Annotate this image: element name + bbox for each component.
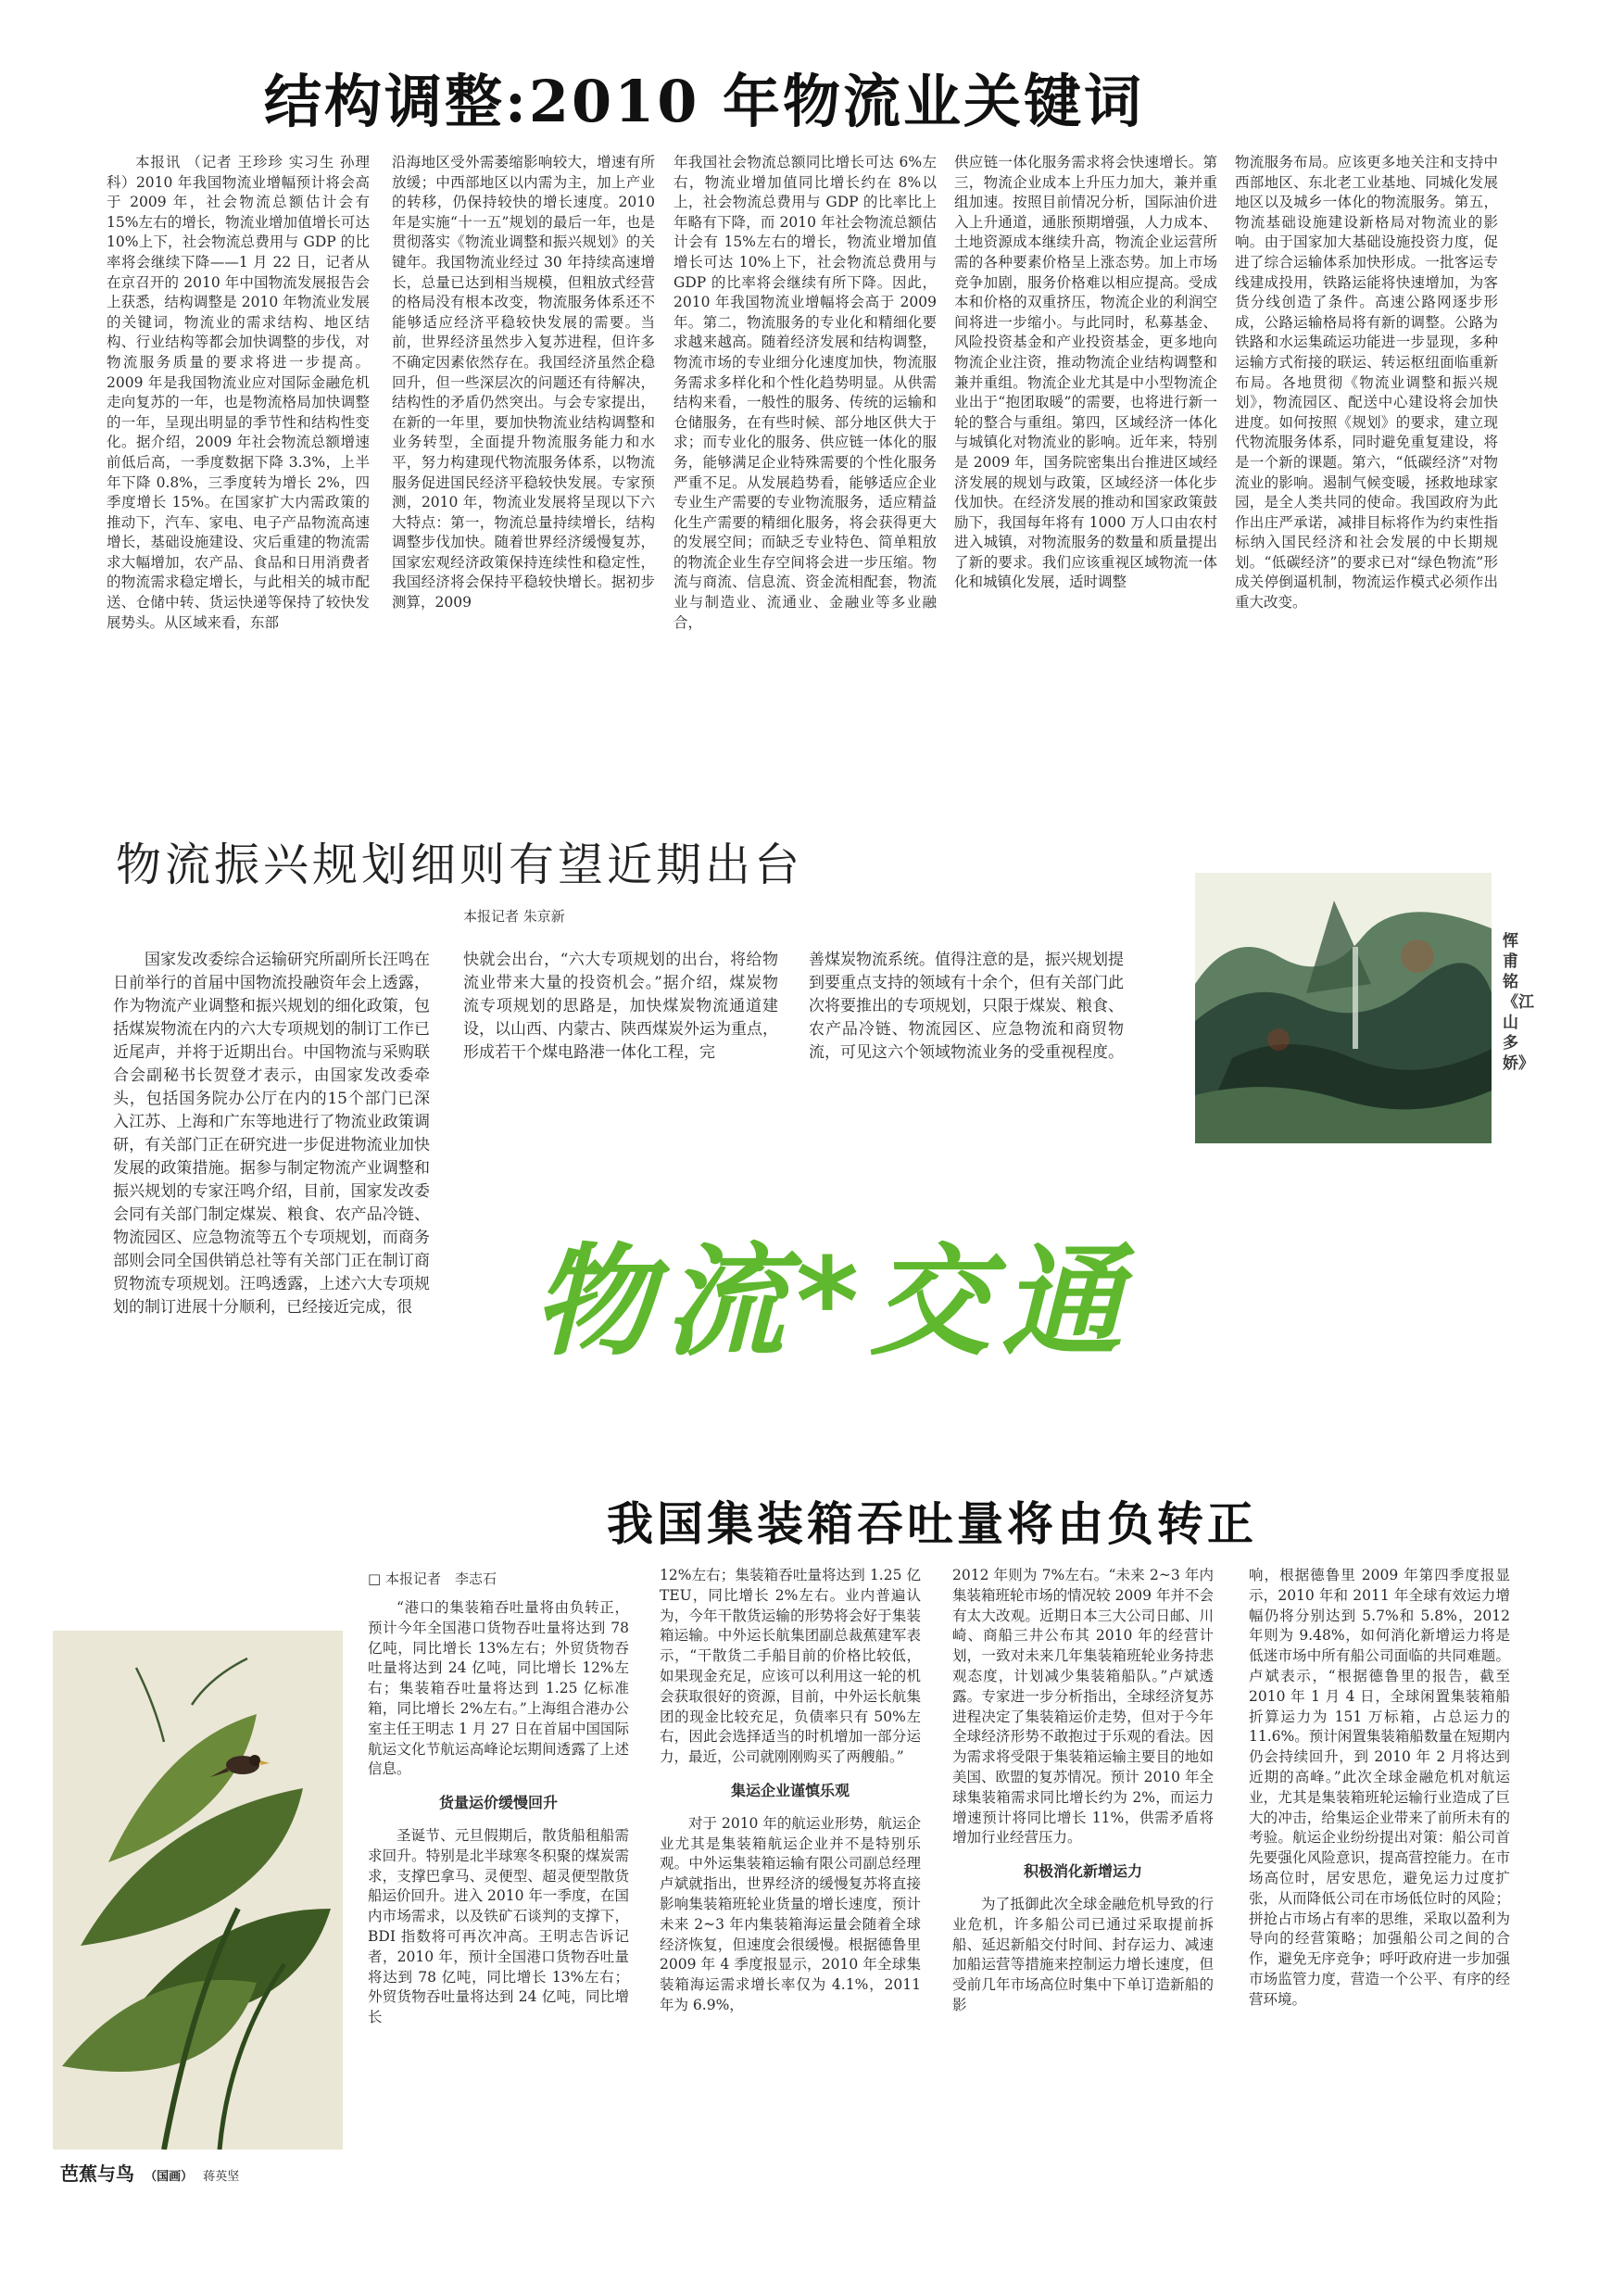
article3-col4: [1249, 1566, 1510, 2238]
article1-col1-text: 本报讯 （记者 王珍珍 实习生 孙理科）2010 年我国物流业增幅预计将会高于 2009 年，社会物流总额估计会有 15%左右的增长，物流业增加值增长可达 10%上下，社会物流总费用与 GDP 的比率将会继续下降——1 月 22 日，记者从在京召开的 2010 年中国物流发展报告会上获悉，结构调整是 2010 年物流业发展的关键词，物流业的需求结构、地区结构、行业结构等都会加快调整的步伐，对物流服务质量的要求将进一步提高。2009 年是我国物流业应对国际金融危机走向复苏的一年，也是物流格局加快调整的一年，呈现出明显的季节性和结构性变化。据介绍，2009 年社会物流总额增速前低后高，一季度数据下降 3.3%，上半年下降 0.8%，三季度转为增长 2%，四季度增长 15%。在国家扩大内需政策的推动下，汽车、家电、电子产品物流高速增长，基础设施建设、灾后重建的物流需求大幅增加，农产品、食品和日用消费者的物流需求稳定增长，与此相关的城市配送、仓储中转、货运快递等保持了较快发展势头。从区域来看，东部: [107, 154, 370, 631]
article2-col1: [113, 949, 430, 1454]
article3-subhead2: 集运企业谨慎乐观: [730, 1781, 850, 1799]
banana-bird-painting: [53, 1631, 343, 2150]
article1-col5: [1235, 153, 1498, 755]
painting2-artist: 蒋英坚: [203, 2170, 240, 2184]
section-banner: 物流*交通: [533, 1231, 1133, 1372]
article3-col3-text: 2012 年则为 7%左右。“未来 2~3 年内集装箱班轮市场的情况较 2009 年并不会有太大改观。近期日本三大公司日邮、川崎、商船三井公布其 2010 年的经营计划，一致对未来几年集装箱班轮业务持悲观态度，计划减少集装箱船队。”卢斌透露。专家进一步分析指出，全球经济复苏进程决定了集装箱运价走势，但对于今年全球经济形势不敢抱过于乐观的看法。因为需求将受限于集装箱运输主要目的地如美国、欧盟的复苏情况。预计 2010 年全球集装箱需求同比增长约为 2%，而运力增速预计将同比增长 11%，供需矛盾将增加行业经营压力。: [952, 1567, 1214, 1847]
painting2-title: 芭蕉与鸟: [60, 2163, 134, 2185]
article2-col2-text: 快就会出台，“六大专项规划的出台，将给物流业带来大量的投资机会。”据介绍，煤炭物流专项规划的思路是，加快煤炭物流通道建设，以山西、内蒙古、陕西煤炭外运为重点，形成若干个煤电路港一体化工程，完: [463, 951, 778, 1062]
article3-subhead1: 货量运价缓慢回升: [438, 1794, 558, 1812]
painting1-caption: 恽甫铭 《江山多娇》: [1503, 932, 1534, 1073]
article1-col1: [107, 153, 370, 755]
article3-col2b-text: 对于 2010 年的航运业形势，航运企业尤其是集装箱航运企业并不是特别乐观。中外运集装箱运输有限公司副总经理卢斌就指出，世界经济的缓慢复苏将直接影响集装箱班轮业货量的增长速度，预计未来 2~3 年内集装箱海运量会随着全球经济恢复，但速度会很缓慢。根据德鲁里 2009 年 4 季度报显示，2010 年全球集装箱海运需求增长率仅为 4.1%，2011 年为 6.9%，: [660, 1814, 921, 2013]
article3-col3b-text: 为了抵御此次全球金融危机导致的行业危机，许多船公司已通过采取提前拆船、延迟新船交付时间、封存运力、减速加船运营等措施来控制运力增长速度，但受前几年市场高位时集中下单订造新船的影: [952, 1895, 1214, 2013]
article1-col2: [392, 153, 655, 755]
article3-col3: [952, 1566, 1214, 2238]
article2-col2: [463, 949, 778, 1116]
article2-col3-text: 善煤炭物流系统。值得注意的是，振兴规划提到要重点支持的领域有十余个，但有关部门此次将要推出的专项规划，只限于煤炭、粮食、农产品冷链、物流园区、应急物流和商贸物流，可见这六个领域物流业务的受重视程度。: [809, 951, 1124, 1062]
article3-col4-text: 响，根据德鲁里 2009 年第四季度报显示，2010 年和 2011 年全球有效运力增幅仍将分别达到 5.7%和 5.8%，2012 年则为 9.48%，如何消化新增运力将是低迷市场中所有船公司面临的共同难题。卢斌表示，“根据德鲁里的报告，截至 2010 年 1 月 4 日，全球闲置集装箱船折算运力为 151 万标箱，占总运力的 11.6%。预计闲置集装箱船数量在短期内仍会持续回升，到 2010 年 2 月将达到近期的高峰。”此次全球金融危机对航运业，尤其是集装箱班轮运输行业造成了巨大的冲击，给集运企业带来了前所未有的考验。航运企业纷纷提出对策：船公司首先要强化风险意识，提高营控能力。在市场高位时，居安思危，避免运力过度扩张，从而降低公司在市场低位时的风险；拼抢占市场占有率的思维，采取以盈利为导向的经营策略；加强船公司之间的合作，避免无序竞争；呼吁政府进一步加强市场监管力度，营造一个公平、有序的经营环境。: [1249, 1567, 1510, 2008]
article1-col4: [954, 153, 1217, 755]
article1-col2-text: 沿海地区受外需萎缩影响较大，增速有所放缓；中西部地区以内需为主，加上产业的转移，仍保持较快的增长速度。2010 年是实施“十一五”规划的最后一年，也是贯彻落实《物流业调整和振兴规划》的关键年。我国物流业经过 30 年持续高速增长，总量已达到相当规模，但粗放式经营的格局没有根本改变，物流服务体系还不能够适应经济平稳较快发展的需要。当前，世界经济虽然步入复苏进程，但许多不确定因素依然存在。我国经济虽然企稳回升，但一些深层次的问题还有待解决，结构性的矛盾仍然突出。与会专家提出，在新的一年里，要加快物流业结构调整和业务转型，全面提升物流服务能力和水平，努力构建现代物流服务体系，以物流服务促进国民经济平稳较快发展。专家预测，2010 年，物流业发展将呈现以下六大特点：第一，物流总量持续增长，结构调整步伐加快。随着世界经济缓慢复苏，国家宏观经济政策保持连续性和稳定性，我国经济将会保持平稳较快增长。据初步测算，2009: [392, 154, 655, 612]
article2-byline: 本报记者 朱京新: [463, 908, 565, 925]
article1-col4-text: 供应链一体化服务需求将会快速增长。第三，物流企业成本上升压力加大，兼并重组加速。按照目前情况分析，国际油价进入上升通道，通胀预期增强，人力成本、土地资源成本继续升高，物流企业运营所需的各种要素价格呈上涨态势。加上市场竞争加剧，服务价格难以相应提高。受成本和价格的双重挤压，物流企业的利润空间将进一步缩小。与此同时，私募基金、风险投资基金和产业投资基金，更多地向物流企业注资，推动物流企业结构调整和兼并重组。物流企业尤其是中小型物流企业出于“抱团取暖”的需要，也将进行新一轮的整合与重组。第四，区域经济一体化与城镇化对物流业的影响。近年来，特别是 2009 年，国务院密集出台推进区域经济发展的规划与政策，区域经济一体化步伐加快。在经济发展的推动和国家政策鼓励下，我国每年将有 1000 万人口由农村进入城镇，对物流服务的数量和质量提出了新的要求。我们应该重视区域物流一体化和城镇化发展，适时调整: [954, 154, 1217, 591]
article3-subhead3: 积极消化新增运力: [1023, 1862, 1142, 1881]
article3-byline: □ 本报记者 李志石: [368, 1570, 497, 1587]
painting2-type: （国画）: [145, 2170, 194, 2184]
article3-col1-text: “港口的集装箱吞吐量将由负转正，预计今年全国港口货物吞吐量将达到 78 亿吨，同比增长 13%左右；外贸货物吞吐量将达到 24 亿吨，同比增长 12%左右；集装箱吞吐量将达到 1.25 亿标准箱，同比增长 2%左右。”上海组合港办公室主任王明志 1 月 27 日在首届中国国际航运文化节航运高峰论坛期间透露了上述信息。: [368, 1599, 629, 1778]
article2-col3: [809, 949, 1124, 1116]
article2-title: 物流振兴规划细则有望近期出台: [116, 839, 804, 891]
article2-col1-text: 国家发改委综合运输研究所副所长汪鸣在日前举行的首届中国物流投融资年会上透露，作为物流产业调整和振兴规划的细化政策，包括煤炭物流在内的六大专项规划的制订工作已近尾声，并将于近期出台。中国物流与采购联合会副秘书长贺登才表示，由国家发改委牵头，包括国务院办公厅在内的15个部门已深入江苏、上海和广东等地进行了物流业政策调研，有关部门正在研究进一步促进物流业加快发展的政策措施。据参与制定物流产业调整和振兴规划的专家汪鸣介绍，目前，国家发改委会同有关部门制定煤炭、粮食、农产品冷链、物流园区、应急物流等五个专项规划，而商务部则会同全国供销总社等有关部门正在制订商贸物流专项规划。汪鸣透露，上述六大专项规划的制订进展十分顺利，已经接近完成，很: [113, 951, 430, 1317]
article1-title: 结构调整:2010 年物流业关键词: [264, 68, 1145, 135]
article3-title: 我国集装箱吞吐量将由负转正: [607, 1496, 1257, 1551]
landscape-painting: [1195, 873, 1492, 1143]
article1-col3-text: 年我国社会物流总额同比增长可达 6%左右，物流业增加值同比增长约在 8%以上，社会物流总费用与 GDP 的比率比上年略有下降，而 2010 年社会物流总额估计会有 15%左右的增长，物流业增加值增长可达 10%上下，社会物流总费用与 GDP 的比率将会继续有所下降。因此，2010 年我国物流业增幅将会高于 2009 年。第二，物流服务的专业化和精细化要求越来越高。随着经济发展和结构调整，物流市场的专业细分化速度加快，物流服务需求多样化和个性化趋势明显。从供需结构来看，一般性的服务、传统的运输和仓储服务，在有些时候、部分地区供大于求；而专业化的服务、供应链一体化的服务，能够满足企业特殊需要的个性化服务严重不足。从发展趋势看，能够适应企业专业生产需要的专业物流服务，适应精益化生产需要的精细化服务，将会获得更大的发展空间；而缺乏专业特色、简单粗放的物流企业生存空间将会进一步压缩。物流与商流、信息流、资金流相配套，物流业与制造业、流通业、金融业等多业融合，: [674, 154, 937, 631]
article3-col1: [368, 1598, 629, 2238]
article3-col1b-text: 圣诞节、元旦假期后，散货船租船需求回升。特别是北半球寒冬积聚的煤炭需求，支撑巴拿马、灵便型、超灵便型散货船运价回升。进入 2010 年一季度，在国内市场需求，以及铁矿石谈判的支撑下，BDI 指数将可再次冲高。王明志告诉记者，2010 年，预计全国港口货物吞吐量将达到 78 亿吨，同比增长 13%左右；外贸货物吞吐量将达到 24 亿吨，同比增长: [368, 1826, 629, 2026]
article1-col3: [674, 153, 937, 755]
article1-col5-text: 物流服务布局。应该更多地关注和支持中西部地区、东北老工业基地、同城化发展地区以及城乡一体化的物流服务。第五，物流基础设施建设新格局对物流业的影响。由于国家加大基础设施投资力度，促进了综合运输体系加快形成。一批客运专线建成投用，铁路运能将快速增加，为客货分线创造了条件。高速公路网逐步形成，公路运输格局将有新的调整。公路为铁路和水运集疏运功能进一步显现，多种运输方式衔接的联运、转运枢纽面临重新布局。各地贯彻《物流业调整和振兴规划》，物流园区、配送中心建设将会加快进度。如何按照《规划》的要求，建立现代物流服务体系，同时避免重复建设，将是一个新的课题。第六，“低碳经济”对物流业的影响。遏制气候变暖，拯救地球家园，是全人类共同的使命。我国政府为此作出庄严承诺，减排目标将作为约束性指标纳入国民经济和社会发展的中长期规划。“低碳经济”的要求已对“绿色物流”形成关停倒逼机制，物流运作模式必须作出重大改变。: [1235, 154, 1498, 612]
article3-col2-text: 12%左右；集装箱吞吐量将达到 1.25 亿 TEU，同比增长 2%左右。业内普遍认为，今年干散货运输的形势将会好于集装箱运输。中外运长航集团副总裁蕉建军表示，“干散货二手船目前的价格比较低，如果现金充足，应该可以利用这一轮的机会获取很好的资源，目前，中外运长航集团的现金比较充足，负债率只有 50%左右，因此会选择适当的时机增加一部分运力，最近，公司就刚刚购买了两艘船。”: [660, 1567, 921, 1766]
article3-col2: [660, 1566, 921, 2238]
painting2-caption: [60, 2159, 239, 2186]
